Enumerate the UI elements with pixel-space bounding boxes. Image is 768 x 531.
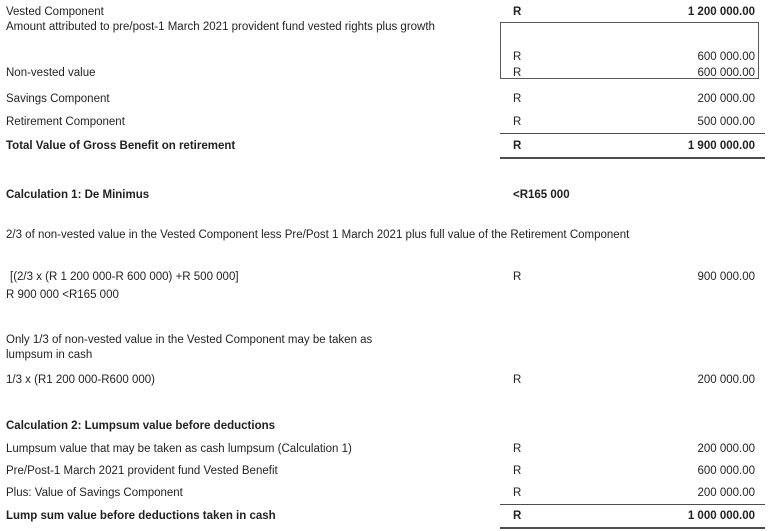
calculation-1-third-label: 1/3 x (R1 200 000-R600 000) [6, 374, 155, 386]
calculation-1-third-currency: R [513, 374, 522, 386]
row-label-savings-component: Savings Component [6, 93, 110, 105]
gross-total-top-rule [500, 133, 765, 134]
calculation-2-total-bottom-rule [500, 527, 765, 529]
row-amount-vested-component: 1 200 000.00 [687, 6, 755, 18]
calculation-2-total-currency: R [513, 510, 522, 522]
row-label-vested-component: Vested Component [6, 6, 104, 18]
row-label-pre-post-vested-rights: Amount attributed to pre/post-1 March 2021 provident fund vested rights plus growth [6, 21, 435, 33]
gross-total-currency: R [513, 140, 522, 152]
calculation-2-row-currency-vested-benefit: R [513, 465, 522, 477]
row-amount-non-vested-value: 600 000.00 [697, 67, 755, 79]
gross-total-amount: 1 900 000.00 [687, 140, 755, 152]
calculation-1-formula-label: [(2/3 x (R 1 200 000-R 600 000) +R 500 000] [10, 271, 239, 283]
calculation-1-formula-amount: 900 000.00 [697, 271, 755, 283]
calculation-1-description: 2/3 of non-vested value in the Vested Component less Pre/Post 1 March 2021 plus full value of the Retirement Component [6, 229, 630, 241]
row-amount-savings-component: 200 000.00 [697, 93, 755, 105]
calculation-1-formula-currency: R [513, 271, 522, 283]
row-currency-vested-component: R [513, 6, 522, 18]
calculation-2-row-label-savings-component: Plus: Value of Savings Component [6, 487, 183, 499]
calculation-2-row-currency-lumpsum-cash: R [513, 443, 522, 455]
calculation-1-threshold: <R165 000 [513, 189, 570, 201]
calculation-2-row-label-vested-benefit: Pre/Post-1 March 2021 provident fund Vested Benefit [6, 465, 278, 477]
calculation-2-total-top-rule [500, 504, 765, 505]
row-currency-pre-post-vested-rights: R [513, 51, 522, 63]
calculation-2-row-label-lumpsum-cash: Lumpsum value that may be taken as cash lumpsum (Calculation 1) [6, 443, 352, 455]
row-currency-non-vested-value: R [513, 67, 522, 79]
calculation-2-heading: Calculation 2: Lumpsum value before deductions [6, 420, 276, 432]
calculation-1-heading: Calculation 1: De Minimus [6, 189, 150, 201]
row-currency-retirement-component: R [513, 116, 522, 128]
row-label-retirement-component: Retirement Component [6, 116, 125, 128]
calculation-2-row-amount-lumpsum-cash: 200 000.00 [697, 443, 755, 455]
calculation-2-total-label: Lump sum value before deductions taken in cash [6, 510, 276, 522]
row-label-non-vested-value: Non-vested value [6, 67, 96, 79]
calculation-2-row-amount-vested-benefit: 600 000.00 [697, 465, 755, 477]
calculation-2-row-currency-savings-component: R [513, 487, 522, 499]
gross-total-label: Total Value of Gross Benefit on retirement [6, 140, 236, 152]
calculation-1-comparison: R 900 000 <R165 000 [6, 289, 119, 301]
calculation-1-note: Only 1/3 of non-vested value in the Vested Component may be taken as lumpsum in cash [6, 334, 373, 361]
calculation-1-third-amount: 200 000.00 [697, 374, 755, 386]
row-currency-savings-component: R [513, 93, 522, 105]
gross-total-bottom-rule [500, 157, 765, 159]
calculation-2-row-amount-savings-component: 200 000.00 [697, 487, 755, 499]
row-amount-retirement-component: 500 000.00 [697, 116, 755, 128]
row-amount-pre-post-vested-rights: 600 000.00 [697, 51, 755, 63]
calculation-2-total-amount: 1 000 000.00 [687, 510, 755, 522]
